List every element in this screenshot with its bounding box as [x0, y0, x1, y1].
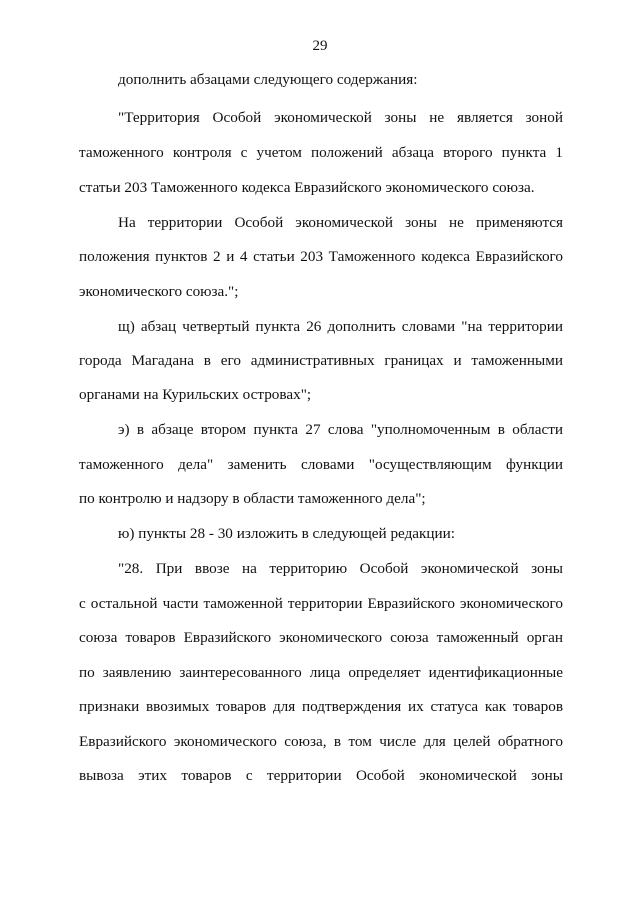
text-line: по заявлению заинтересованного лица определяет идентификационные [79, 664, 563, 681]
text-line: с остальной части таможенной территории Евразийского экономического [79, 595, 563, 612]
text-line: вывоза этих товаров с территории Особой экономической зоны [79, 767, 563, 784]
text-line: э) в абзаце втором пункта 27 слова "уполномоченным в области [118, 421, 563, 438]
text-line: города Магадана в его административных границах и таможенными [79, 352, 563, 369]
text-line: щ) абзац четвертый пункта 26 дополнить словами "на территории [118, 318, 563, 335]
text-line: ю) пункты 28 - 30 изложить в следующей редакции: [118, 525, 456, 542]
text-line: по контролю и надзору в области таможенного дела"; [79, 490, 426, 507]
text-line: признаки ввозимых товаров для подтверждения их статуса как товаров [79, 698, 563, 715]
text-line: "Территория Особой экономической зоны не является зоной [118, 109, 563, 126]
page-number: 29 [312, 38, 328, 54]
text-line: дополнить абзацами следующего содержания: [118, 71, 418, 88]
text-line: положения пунктов 2 и 4 статьи 203 Таможенного кодекса Евразийского [79, 248, 563, 265]
text-line: органами на Курильских островах"; [79, 386, 312, 403]
text-line: На территории Особой экономической зоны не применяются [118, 214, 563, 231]
text-line: "28. При ввозе на территорию Особой экономической зоны [118, 560, 563, 577]
text-line: таможенного контроля с учетом положений абзаца второго пункта 1 [79, 144, 563, 161]
text-line: Евразийского экономического союза, в том числе для целей обратного [79, 733, 563, 750]
text-line: статьи 203 Таможенного кодекса Евразийского экономического союза. [79, 179, 535, 196]
text-line: экономического союза."; [79, 283, 239, 300]
text-line: союза товаров Евразийского экономического союза таможенный орган [79, 629, 563, 646]
text-line: таможенного дела" заменить словами "осуществляющим функции [79, 456, 563, 473]
